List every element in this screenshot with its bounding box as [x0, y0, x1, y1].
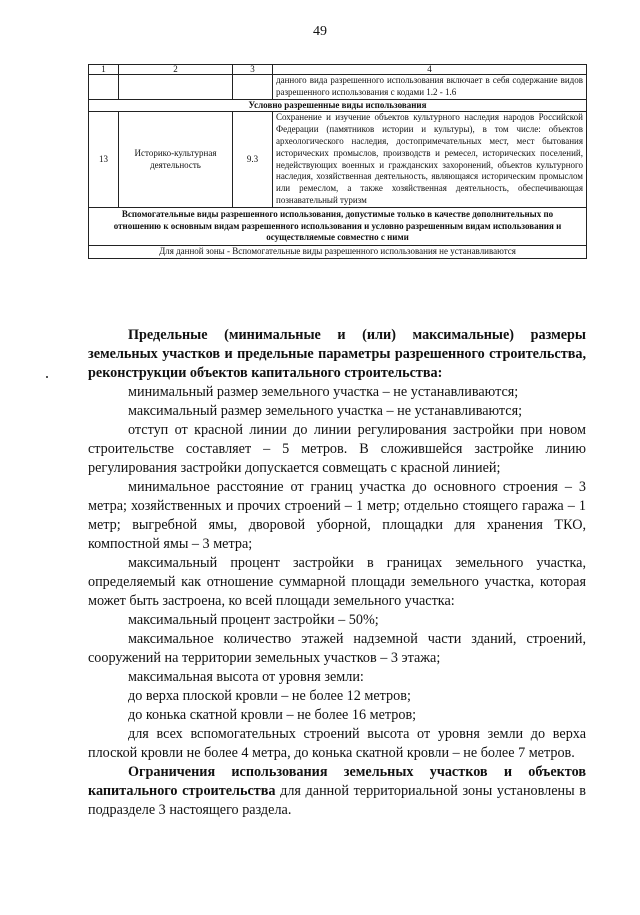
section-row: [89, 99, 587, 112]
restrictions-bold: Ограничения использования земельных участков и объектов капитального строительства: [88, 764, 586, 799]
scan-speck: [46, 376, 48, 378]
paragraph: максимальный процент застройки в границах земельного участка, определяемый как отношение суммарной площади земельного участка, которая может быть застроена, ко всей площади земельного участка:: [88, 555, 586, 609]
paragraph: до верха плоской кровли – не более 12 метров;: [128, 688, 411, 704]
auxiliary-section-title: Вспомогательные виды разрешенного использования, допустимые только в качестве дополнительных по отношению к основным видам разрешенного использования и условно разрешенным видам использования и осуществляемые совместно с ними: [89, 207, 587, 245]
header-cell: 3: [233, 65, 273, 75]
header-cell: 1: [89, 65, 119, 75]
paragraph: максимальная высота от уровня земли:: [128, 669, 364, 685]
table-row: [89, 75, 587, 100]
body-text: [88, 326, 586, 820]
page-number: 49: [313, 24, 327, 39]
header-cell: 4: [273, 65, 587, 75]
continuation-text: данного вида разрешенного использования включает в себя содержание видов разрешенного использования с кодами 1.2 - 1.6: [273, 75, 587, 100]
header-cell: 2: [119, 65, 233, 75]
table-header-row: [89, 65, 587, 75]
paragraph: максимальное количество этажей надземной части зданий, строений, сооружений на территории земельных участков – 3 этажа;: [88, 631, 586, 666]
restrictions-rest: для данной территориальной зоны установлены в подразделе 3 настоящего раздела.: [88, 783, 586, 818]
paragraph: максимальный процент застройки – 50%;: [128, 612, 379, 628]
paragraph: для всех вспомогательных строений высота от уровня земли до верха плоской кровли не более 4 метра, до конька скатной кровли – не более 7 метров.: [88, 726, 586, 761]
paragraph: отступ от красной линии до линии регулирования застройки при новом строительстве составляет – 5 метров. В сложившейся застройке линию регулирования застройки допускается совмещать с красной линией;: [88, 422, 586, 476]
section-row: [89, 207, 587, 245]
paragraph: до конька скатной кровли – не более 16 метров;: [128, 707, 417, 723]
section-heading: Предельные (минимальные и (или) максимальные) размеры земельных участков и предельные параметры разрешенного строительства, реконструкции объектов капитального строительства:: [88, 327, 586, 381]
auxiliary-note: Для данной зоны - Вспомогательные виды разрешенного использования не устанавливаются: [89, 246, 587, 259]
paragraph: минимальный размер земельного участка – не устанавливаются;: [128, 384, 519, 400]
paragraph: минимальное расстояние от границ участка до основного строения – 3 метра; хозяйственных и прочих строений – 1 метр; отдельно стоящего гаража – 1 метр; выгребной ямы, дворовой уборной, площадки для хранения ТКО, компостной ямы – 3 метра;: [88, 479, 586, 552]
paragraph: максимальный размер земельного участка – не устанавливаются;: [128, 403, 523, 419]
conditional-section-title: Условно разрешенные виды использования: [89, 99, 587, 112]
use-code: 9.3: [233, 112, 273, 207]
note-row: [89, 246, 587, 259]
row-number: 13: [89, 112, 119, 207]
use-name: Историко-культурная деятельность: [119, 112, 233, 207]
table-row: [89, 112, 587, 207]
use-description: Сохранение и изучение объектов культурного наследия народов Российской Федерации (памятников истории и культуры), в том числе: объектов археологического наследия, достопримечательных мест, мест бытования исторических промыслов, производств и ремесел, исторических поселений, недействующих военных и гражданских захоронений, объектов культурного наследия, хозяйственная деятельность, являющаяся историческим промыслом или ремеслом, а также хозяйственная деятельность, обеспечивающая познавательный туризм: [273, 112, 587, 207]
final-paragraph: [88, 763, 586, 820]
permitted-use-table: [88, 64, 587, 259]
